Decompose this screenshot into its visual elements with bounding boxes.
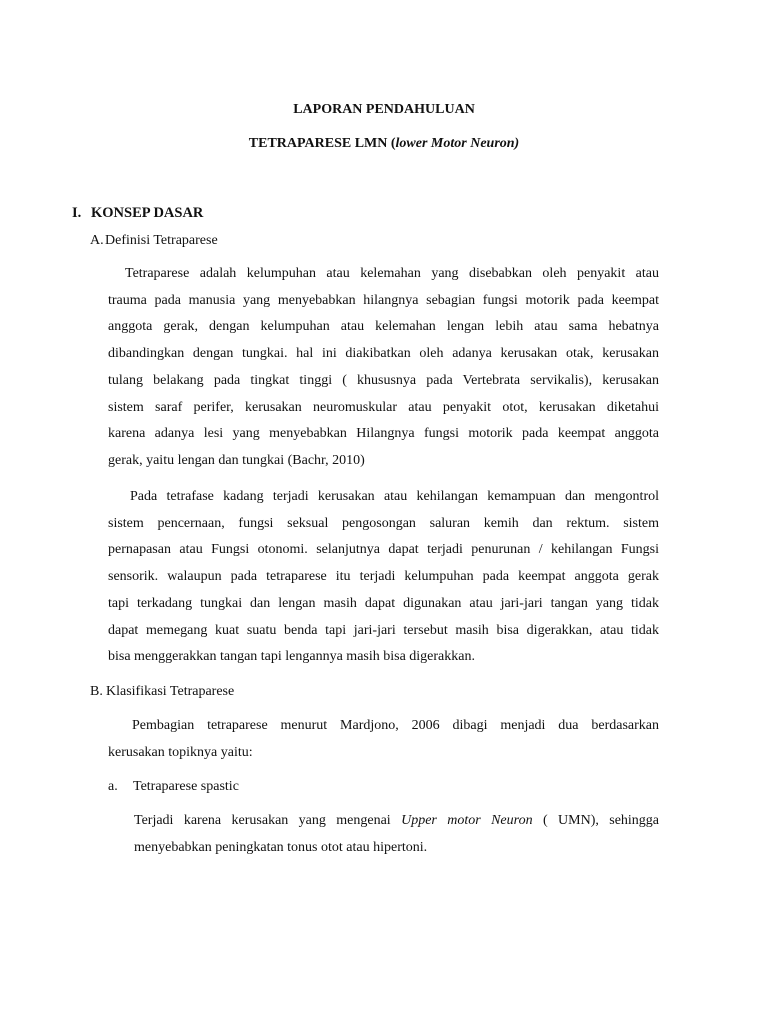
definition-paragraph-2 [108,484,659,671]
paragraph-line: anggota gerak, dengan kelumpuhan atau kelemahan lengan lebih atau sama hebatnya [108,319,659,335]
paragraph-line: sistem saraf perifer, kerusakan neuromuskular atau penyakit otot, kerusakan diketahui [108,399,659,415]
paragraph-line: pernapasan atau Fungsi otonomi. selanjutnya dapat terjadi penurunan / kehilangan Fungsi [108,542,659,558]
item-italic-term: Upper motor Neuron [401,813,533,828]
document-subtitle [0,135,768,153]
section-number: I. [72,205,82,221]
list-item-a-label: a. [108,779,118,794]
section-heading: KONSEP DASAR [91,205,204,221]
definition-paragraph-1 [108,261,659,475]
list-item-a-text [134,808,659,861]
paragraph-line: dapat memegang kuat suatu benda tapi jari-jari tersebut masih bisa digerakkan, atau tidak [108,622,659,638]
subsection-a-label: A. [90,233,104,248]
subsection-a-heading: Definisi Tetraparese [105,233,218,248]
paragraph-line: trauma pada manusia yang menyebabkan hilangnya sebagian fungsi motorik pada keempat [108,292,659,308]
classification-paragraph [108,713,659,766]
paragraph-line: Tetraparese adalah kelumpuhan atau kelemahan yang disebabkan oleh penyakit atau [125,266,659,281]
subtitle-text: TETRAPARESE LMN ( [248,136,396,151]
subsection-b-heading: Klasifikasi Tetraparese [106,684,235,699]
paragraph-line: sistem pencernaan, fungsi seksual pengosongan saluran kemih dan rektum. sistem [108,515,659,531]
paragraph-line [134,808,659,835]
paragraph-line: sensorik. walaupun pada tetraparese itu terjadi kelumpuhan pada keempat anggota gerak [108,569,659,585]
item-text: Terjadi karena kerusakan yang mengenai [134,813,391,828]
item-text: ( UMN), sehingga [542,813,660,828]
list-item-a-heading: Tetraparese spastic [133,779,239,794]
document-title: LAPORAN PENDAHULUAN [293,102,475,117]
paragraph-line: dibandingkan dengan tungkai. hal ini diakibatkan oleh adanya kerusakan otak, kerusakan [108,346,659,362]
paragraph-line: gerak, yaitu lengan dan tungkai (Bachr, 2010) [108,452,365,468]
paragraph-line: tulang belakang pada tingkat tinggi ( khususnya pada Vertebrata servikalis), kerusakan [108,372,659,388]
subsection-b-label: B. [90,684,103,699]
paragraph-line: menyebabkan peningkatan tonus otot atau hipertoni. [134,839,428,855]
paragraph-line: bisa menggerakkan tangan tapi lengannya masih bisa digerakkan. [108,649,475,665]
paragraph-line: Pembagian tetraparese menurut Mardjono, 2006 dibagi menjadi dua berdasarkan [132,718,659,733]
subtitle-italic: lower Motor Neuron) [395,136,520,151]
paragraph-line: karena adanya lesi yang menyebabkan Hilangnya fungsi motorik pada keempat anggota [108,426,659,442]
paragraph-line: kerusakan topiknya yaitu: [108,744,253,760]
paragraph-line: Pada tetrafase kadang terjadi kerusakan atau kehilangan kemampuan dan mengontrol [130,489,659,504]
paragraph-line: tapi terkadang tungkai dan lengan masih dapat digunakan atau jari-jari tangan yang tidak [108,595,659,611]
